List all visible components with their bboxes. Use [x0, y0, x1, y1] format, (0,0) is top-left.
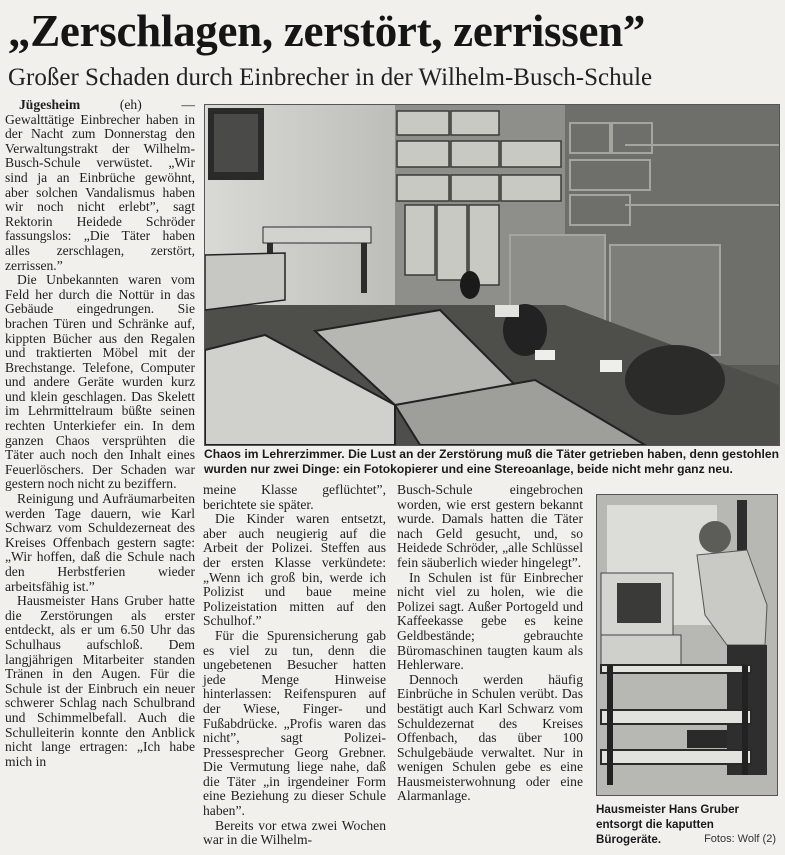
headline: „Zerschlagen, zerstört, zerrissen”: [8, 6, 646, 56]
paragraph: In Schulen ist für Einbrecher nicht viel zu holen, wie die Polizei sagt. Außer Portogeld und Kaffeekasse gebe es keine Geldbestände; gebrauchte Büromaschinen taugten kaum als Hehlerware.: [397, 569, 583, 673]
paragraph: Reinigung und Aufräumarbeiten werden Tage dauern, wie Karl Schwarz vom Schuldezerneat des Kreises Offenbach gestern sagte: „Wir hoffen, daß die Schule nach den Herbstferien wieder arbeitsfähig ist.”: [5, 491, 195, 594]
paragraph: Hausmeister Hans Gruber hatte die Zerstörungen als erster entdeckt, als er um 6.50 Uhr das Schulhaus aufschloß. Dem langjährigen Mitarbeiter standen Tränen in den Augen. Für die Schule ist der Einbruch ein neuer schwerer Schlag nach Schulbrand und Schimmelbefall. Auch die Schulleiterin konnte den Anblick nicht lange ertragen: „Ich habe mich in: [5, 593, 195, 769]
main-photo: [204, 104, 780, 446]
main-photo-caption: Chaos im Lehrerzimmer. Die Lust an der Zerstörung muß die Täter getrieben haben, denn gestohlen wurden nur zwei Dinge: ein Fotokopierer und eine Stereoanlage, beide nicht mehr ganz neu.: [204, 447, 779, 476]
side-photo-caption: Hausmeister Hans Gruber entsorgt die kaputten Bürogeräte.: [596, 803, 740, 846]
paragraph: Für die Spurensicherung gab es viel zu tun, denn die ungebetenen Besucher hatten jede Menge Hinweise hinterlassen: Reifenspuren auf der Wiese, Finger- und Fußabdrücke. „Profis waren das nicht”, sagt Polizei-Pressesprecher Georg Grebner. Die Vermutung liege nahe, daß die Täter „in irgendeiner Form eine Beziehung zu dieser Schule haben”.: [203, 627, 386, 819]
caretaker-photo-image: [597, 495, 777, 795]
subheadline: Großer Schaden durch Einbrecher in der Wilhelm-Busch-Schule: [8, 64, 653, 91]
photo-credit: Fotos: Wolf (2): [704, 833, 776, 845]
dateline: Jügesheim: [19, 97, 81, 112]
side-photo: [596, 494, 778, 796]
lead-text: (eh) — Gewalttätige Einbrecher haben in der Nacht zum Donnerstag den Verwaltungstrakt der Wilhelm-Busch-Schule verwüstet. „Wir sind ja an Einbrüche gewöhnt, aber solchen Vandalismus haben wir noch nicht erlebt”, sagt Rektorin Heidede Schröder fassungslos: „Die Täter haben alles zerschlagen, zerstört, zerrissen.”: [5, 97, 195, 273]
staff-room-photo-image: [205, 105, 779, 445]
paragraph: Bereits vor etwa zwei Wochen war in die Wilhelm-: [203, 817, 386, 848]
paragraph: Dennoch werden häufig Einbrüche in Schulen verübt. Das bestätigt auch Karl Schwarz vom Schuldezernat des Kreises Offenbach, das über 100 Schulgebäude verwaltet. Nur in wenigen Schulen gebe es eine Hausmeisterwohnung oder eine Alarmanlage.: [397, 671, 583, 804]
paragraph: Die Unbekannten waren vom Feld her durch die Nottür in das Gebäude eingedrungen. Sie brachen Türen und Schränke auf, kippten Bücher aus den Regalen und traktierten Möbel mit der Brechstange. Telefone, Computer und andere Geräte wurden kurz und klein geschlagen. Das Skelett im Lehrmittelraum büßte seinen rechten Unterkiefer ein. In dem ganzen Chaos versprühten die Täter auch noch den Inhalt eines Feuerlöschers. Der Schaden war gestern noch nicht zu beziffern.: [5, 272, 195, 492]
paragraph: meine Klasse geflüchtet”, berichtete sie später.: [203, 482, 386, 512]
article-column-2: [203, 483, 386, 848]
article-column-3: [397, 483, 583, 804]
lead-paragraph: [5, 98, 195, 273]
person: [699, 521, 731, 553]
article-column-1: [5, 98, 195, 769]
paragraph: Busch-Schule eingebrochen worden, wie erst gestern bekannt wurde. Damals hatten die Täter nach Geld gesucht, und, so Heidede Schröder, „alle Schlüssel fein säuberlich wieder hingelegt”.: [397, 482, 583, 570]
paragraph: Die Kinder waren entsetzt, aber auch neugierig auf die Arbeit der Polizei. Steffen aus der ersten Klasse verkündete: „Wenn ich groß bin, werde ich Polizist und baue meine Polizeistation mitten auf den Schulhof.”: [203, 511, 386, 629]
